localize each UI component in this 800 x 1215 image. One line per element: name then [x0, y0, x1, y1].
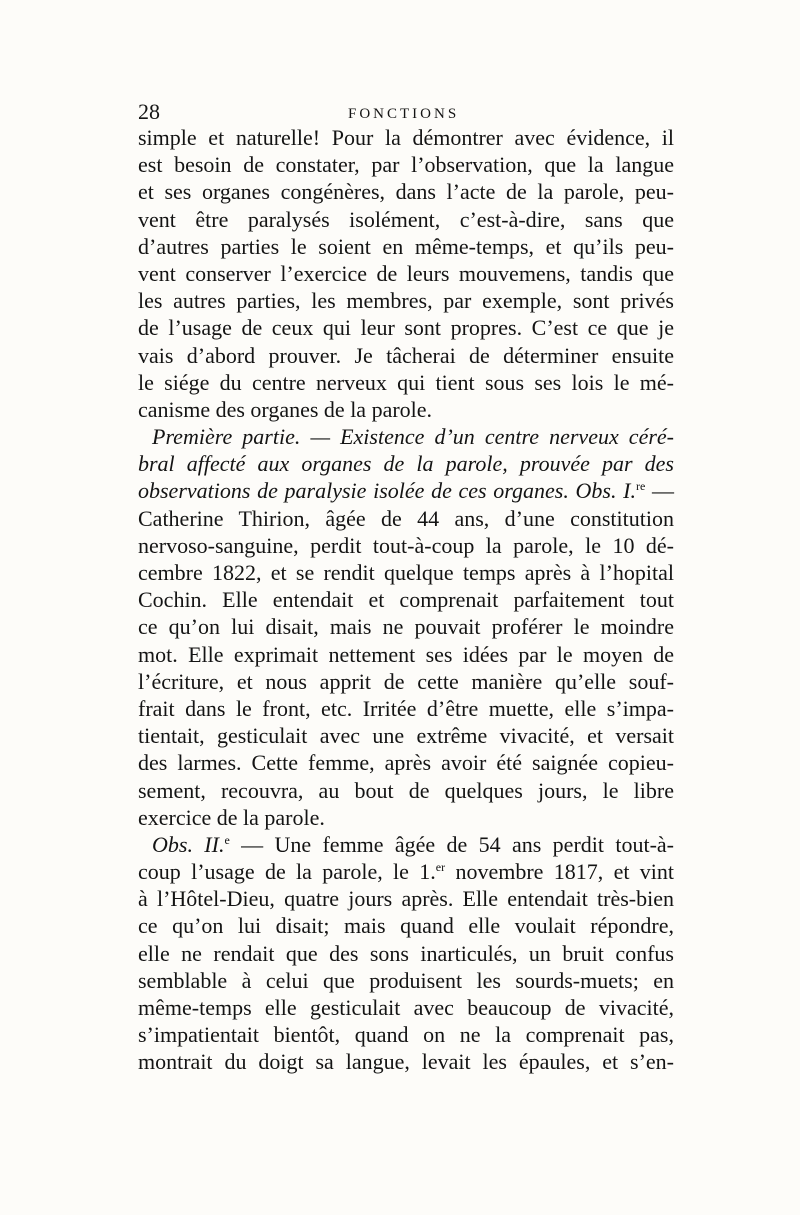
superscript: er — [435, 860, 446, 875]
text-line: l’écriture, et nous apprit de cette manière qu’elle souf- — [138, 668, 674, 694]
text-line: Première partie. — Existence d’un centre nerveux céré- — [152, 424, 674, 450]
text-line: de l’usage de ceux qui leur sont propres. C’est ce que je — [138, 315, 674, 341]
text-line: elle ne rendait que des sons inarticulés, un bruit confus — [138, 940, 674, 966]
text-fragment: — Une femme âgée de 54 ans perdit tout-à- — [229, 831, 674, 857]
text-line: semblable à celui que produisent les sourds-muets; en — [138, 967, 674, 993]
text-line: d’autres parties le soient en même-temps, et qu’ils peu- — [138, 233, 674, 259]
text-line: canisme des organes de la parole. — [138, 396, 433, 422]
text-line — [138, 477, 674, 504]
page-header — [138, 100, 668, 124]
body-text — [138, 124, 674, 1076]
text-line: simple et naturelle! Pour la démontrer avec évidence, il — [138, 125, 674, 150]
text-line: les autres parties, les membres, par exemple, sont privés — [138, 288, 674, 314]
text-line: tientait, gesticulait avec une extrême vivacité, et versait — [138, 723, 674, 749]
text-line: bral affecté aux organes de la parole, prouvée par des — [138, 451, 674, 477]
text-line: des larmes. Cette femme, après avoir été saignée copieu- — [138, 750, 674, 776]
superscript: e — [224, 832, 230, 847]
text-fragment: coup l’usage de la parole, le 1. — [138, 859, 436, 885]
text-line: ce qu’on lui disait, mais ne pouvait proférer le moindre — [138, 614, 674, 640]
text-fragment: — — [645, 478, 675, 504]
text-line: Catherine Thirion, âgée de 44 ans, d’une constitution — [138, 505, 674, 531]
text-fragment: observations de paralysie isolée de ces organes. Obs. I. — [138, 478, 636, 504]
text-line: à l’Hôtel-Dieu, quatre jours après. Elle entendait très-bien — [138, 886, 674, 912]
running-head: FONCTIONS — [348, 106, 460, 122]
text-line: vent être paralysés isolément, c’est-à-dire, sans que — [138, 206, 674, 232]
text-line: vent conserver l’exercice de leurs mouvemens, tandis que — [138, 260, 674, 286]
text-line: sement, recouvra, au bout de quelques jours, le libre — [138, 777, 674, 803]
text-line: et ses organes congénères, dans l’acte de la parole, peu- — [138, 179, 674, 205]
text-fragment: novembre 1817, et vint — [445, 859, 675, 885]
text-line — [138, 831, 674, 858]
text-line: nervoso-sanguine, perdit tout-à-coup la parole, le 10 dé- — [138, 532, 674, 558]
text-line: exercice de la parole. — [138, 804, 325, 830]
text-line: cembre 1822, et se rendit quelque temps après à l’hopital — [138, 560, 674, 585]
text-fragment: Obs. II. — [152, 831, 225, 857]
text-line — [138, 858, 674, 885]
text-line: Cochin. Elle entendait et comprenait parfaitement tout — [138, 587, 674, 613]
text-line: frait dans le front, etc. Irritée d’être muette, elle s’impa- — [138, 695, 674, 721]
page-number: 28 — [138, 99, 160, 124]
text-line: mot. Elle exprimait nettement ses idées par le moyen de — [138, 641, 674, 667]
text-line: ce qu’on lui disait; mais quand elle voulait répondre, — [138, 913, 674, 939]
text-line: même-temps elle gesticulait avec beaucoup de vivacité, — [138, 995, 674, 1020]
superscript: re — [636, 479, 646, 494]
text-line: s’impatientait bientôt, quand on ne la comprenait pas, — [138, 1022, 674, 1048]
text-line: le siége du centre nerveux qui tient sous ses lois le mé- — [138, 369, 674, 395]
text-line: est besoin de constater, par l’observation, que la langue — [138, 152, 674, 178]
text-line: vais d’abord prouver. Je tâcherai de déterminer ensuite — [138, 342, 674, 368]
text-line: montrait du doigt sa langue, levait les épaules, et s’en- — [138, 1049, 674, 1075]
